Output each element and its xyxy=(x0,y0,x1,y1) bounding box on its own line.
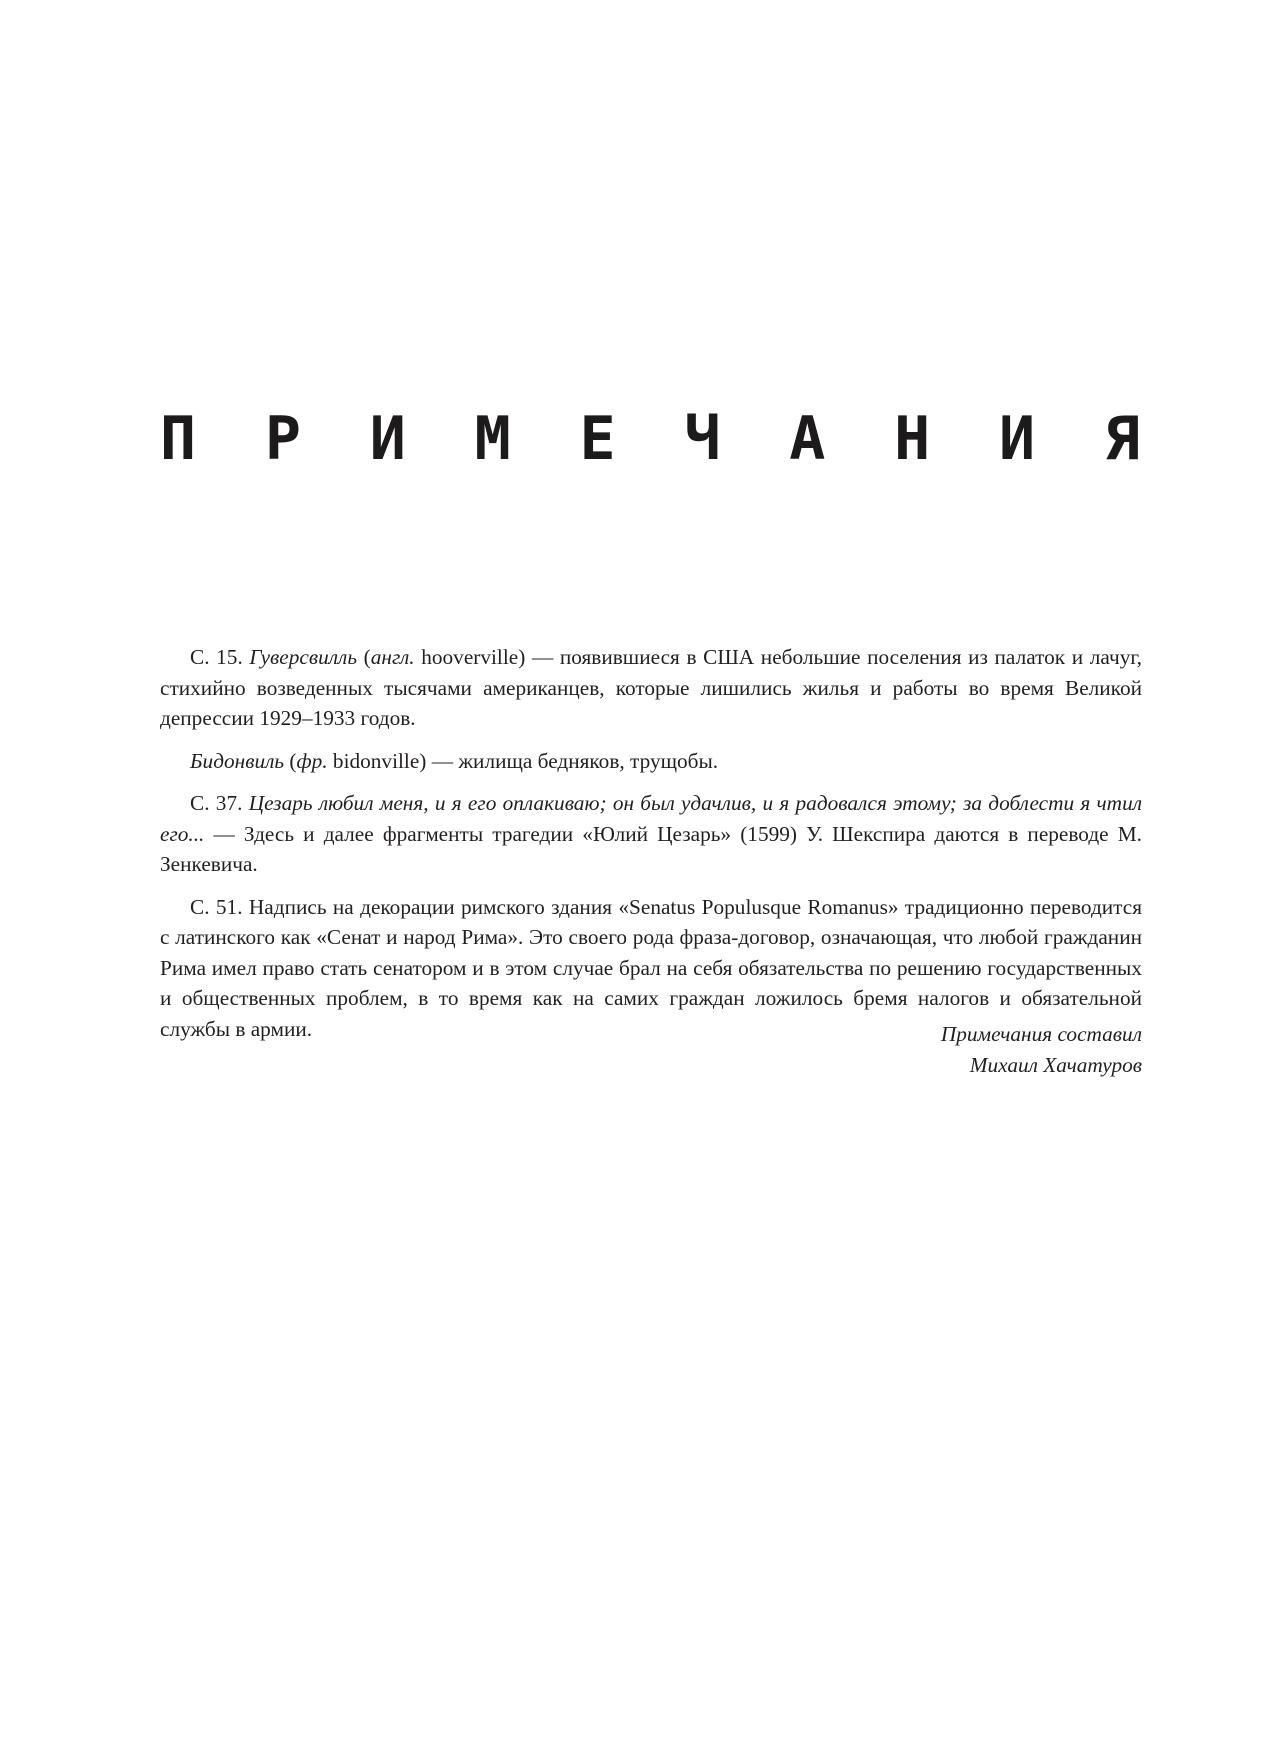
note-term: Гуверсвилль xyxy=(249,645,358,669)
note-original: hooverville xyxy=(421,645,519,669)
note-lang-label: англ. xyxy=(370,645,415,669)
title-letter: И xyxy=(369,404,406,474)
title-letter: Ч xyxy=(684,404,721,474)
note-term: Бидонвиль xyxy=(190,748,285,773)
title-letter: Н xyxy=(894,404,931,474)
note-original: bidonville xyxy=(332,748,420,773)
title-letter: П xyxy=(160,404,197,474)
notes-body xyxy=(160,642,1142,1056)
note-hooverville: С. 15. Гуверсвилль (англ. hooverville) — появившиеся в США небольшие поселения из палаток и лачуг, стихийно возведенных тысячами американцев, которые лишились жилья и работы во время Великой депрессии 1929–1933 годов. xyxy=(160,645,1143,730)
note-text: — жилища бедняков, трущобы. xyxy=(431,748,719,773)
title-letter: А xyxy=(789,404,826,474)
title-letter: Я xyxy=(1103,404,1140,474)
signature-author: Михаил Хачатуров xyxy=(969,1053,1142,1077)
note-text: — появившиеся в США небольшие поселения из палаток и лачуг, стихийно возведенных тысячами американцев, которые лишились жилья и работы во время Великой депрессии 1929–1933 годов. xyxy=(160,645,1143,730)
page-title xyxy=(160,404,1140,474)
note-lang-label: фр. xyxy=(296,748,328,773)
notes-signature xyxy=(941,1019,1142,1081)
title-letter: Р xyxy=(264,404,301,474)
signature-line-1: Примечания составил xyxy=(940,1022,1142,1046)
note-quote: Цезарь любил меня, и я его оплакиваю; он был удачлив, и я радовался этому; за доблести я чтил его... xyxy=(160,791,1143,846)
note-bidonville: Бидонвиль (фр. bidonville) — жилища бедняков, трущобы. xyxy=(190,748,719,773)
title-letter: Е xyxy=(579,404,616,474)
note-ref: С. 37. xyxy=(190,791,243,815)
title-letter: М xyxy=(474,404,511,474)
note-caesar xyxy=(160,788,1142,880)
note-text: — Здесь и далее фрагменты трагедии «Юлий Цезарь» (1599) У. Шекспира даются в переводе М. Зенкевича. xyxy=(160,821,1142,876)
note-ref: С. 15. xyxy=(190,645,243,669)
note-text: Надпись на декорации римского здания «Senatus Populusque Romanus» традиционно переводится с латинского как «Сенат и народ Рима». Это своего рода фраза-договор, означающая, что любой гражданин Рима имел право стать сенатором и в этом случае брал на себя обязательства по решению государственных и общественных проблем, в то время как на самих граждан ложилось бремя налогов и обязательной службы в армии. xyxy=(160,894,1142,1041)
title-letter: И xyxy=(999,404,1036,474)
note-ref: С. 51. xyxy=(190,894,243,919)
